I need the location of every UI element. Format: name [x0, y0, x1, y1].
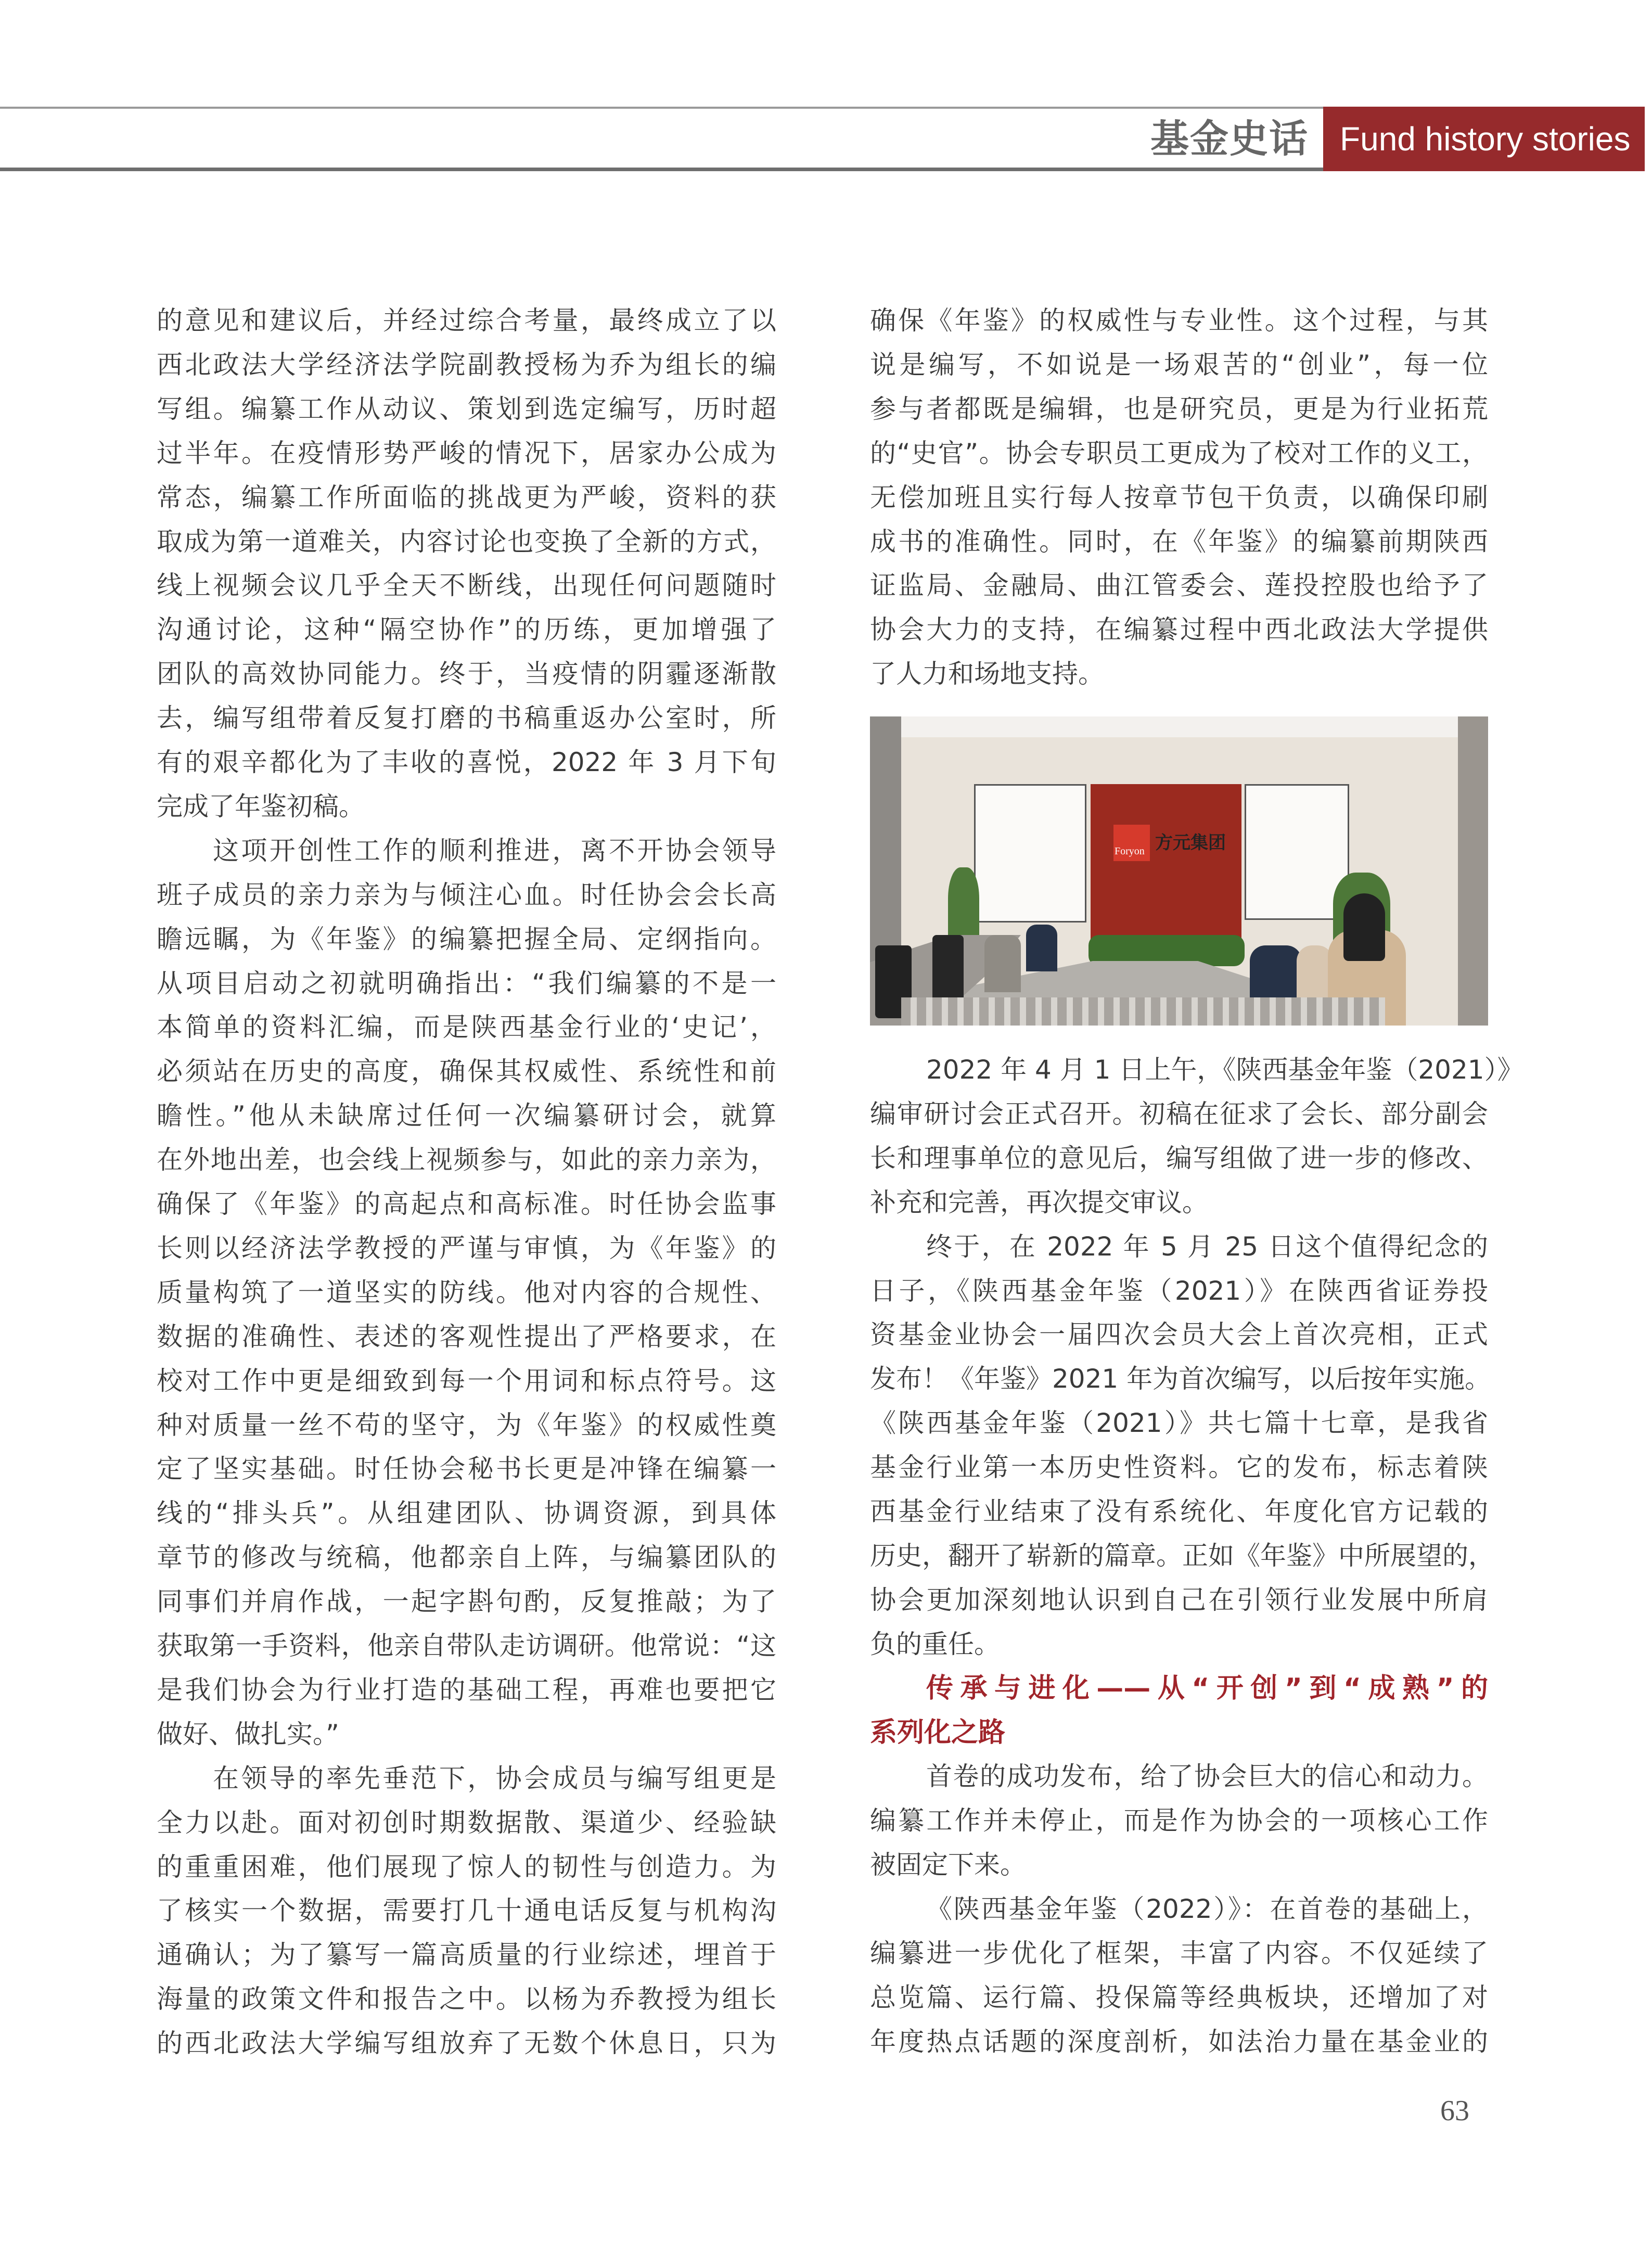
meeting-photo — [870, 716, 1488, 1026]
section-title-en: Fund history stories — [1340, 120, 1631, 158]
text-line: 过半年。在疫情形势严峻的情况下，居家办公成为 — [157, 438, 776, 468]
text-line: 线的“排头兵”。从组建团队、协调资源，到具体 — [157, 1498, 776, 1529]
text-line: 全力以赴。面对初创时期数据散、渠道少、经验缺 — [157, 1807, 776, 1838]
text-line: 成书的准确性。同时，在《年鉴》的编纂前期陕西 — [870, 526, 1488, 557]
text-line: 有的艰辛都化为了丰收的喜悦，2022 年 3 月下旬 — [157, 747, 776, 777]
text-line: 编纂工作并未停止，而是作为协会的一项核心工作 — [870, 1805, 1488, 1836]
text-line: 的西北政法大学编写组放弃了无数个休息日，只为 — [157, 2028, 776, 2059]
text-line: 是我们协会为行业打造的基础工程，再难也要把它 — [157, 1674, 776, 1705]
text-line: 瞻性。”他从未缺席过任何一次编纂研讨会，就算 — [157, 1100, 776, 1131]
text-line: 参与者都既是编辑，也是研究员，更是为行业拓荒 — [870, 393, 1488, 424]
text-line: 历史，翻开了崭新的篇章。正如《年鉴》中所展望的， — [870, 1540, 1494, 1571]
text-line: 协会大力的支持，在编纂过程中西北政法大学提供 — [870, 614, 1488, 645]
text-line: 首卷的成功发布，给了协会巨大的信心和动力。 — [926, 1761, 1488, 1792]
text-line: 这项开创性工作的顺利推进，离不开协会领导 — [213, 835, 776, 866]
page-number: 63 — [1440, 2095, 1469, 2127]
text-line: 终于，在 2022 年 5 月 25 日这个值得纪念的 — [926, 1231, 1488, 1262]
text-line: 通确认；为了纂写一篇高质量的行业综述，埋首于 — [157, 1940, 776, 1970]
text-line: 编审研讨会正式召开。初稿在征求了会长、部分副会 — [870, 1098, 1488, 1129]
photo-logo-cn: 方元集团 — [1155, 832, 1226, 853]
text-line: 确保了《年鉴》的高起点和高标准。时任协会监事 — [157, 1189, 776, 1219]
text-line: 年度热点话题的深度剖析，如法治力量在基金业的 — [870, 2026, 1488, 2057]
text-line: 在外地出差，也会线上视频参与，如此的亲力亲为， — [157, 1145, 776, 1175]
text-line: 瞻远瞩，为《年鉴》的编纂把握全局、定纲指向。 — [157, 924, 776, 954]
text-line: 线上视频会议几乎全天不断线，出现任何问题随时 — [157, 570, 776, 601]
text-line: 做好、做扎实。” — [157, 1719, 339, 1749]
text-line: 定了坚实基础。时任协会秘书长更是冲锋在编纂一 — [157, 1454, 776, 1484]
section-heading-line: 系列化之路 — [870, 1716, 1006, 1748]
text-line: 说是编写，不如说是一场艰苦的“创业”，每一位 — [870, 349, 1488, 380]
text-line: 沟通讨论，这种“隔空协作”的历练，更加增强了 — [157, 614, 776, 645]
text-line: 2022 年 4 月 1 日上午，《陕西基金年鉴（2021）》 — [926, 1055, 1523, 1085]
text-line: 章节的修改与统稿，他都亲自上阵，与编纂团队的 — [157, 1542, 776, 1573]
text-line: 日子，《陕西基金年鉴（2021）》在陕西省证券投 — [870, 1275, 1488, 1306]
text-line: 海量的政策文件和报告之中。以杨为乔教授为组长 — [157, 1984, 776, 2015]
text-line: 去，编写组带着反复打磨的书稿重返办公室时，所 — [157, 703, 776, 734]
text-line: 了人力和场地支持。 — [870, 659, 1104, 689]
text-line: 数据的准确性、表述的客观性提出了严格要求，在 — [157, 1321, 776, 1352]
text-line: 负的重任。 — [870, 1629, 1000, 1659]
section-title-cn: 基金史话 — [1150, 117, 1309, 161]
text-line: 确保《年鉴》的权威性与专业性。这个过程，与其 — [870, 305, 1488, 336]
photo-logo-en: Foryon — [1115, 845, 1145, 857]
text-line: 西基金行业结束了没有系统化、年度化官方记载的 — [870, 1496, 1488, 1527]
text-line: 协会更加深刻地认识到自己在引领行业发展中所肩 — [870, 1584, 1488, 1615]
text-line: 长和理事单位的意见后，编写组做了进一步的修改、 — [870, 1143, 1488, 1173]
text-line: 了核实一个数据，需要打几十通电话反复与机构沟 — [157, 1895, 776, 1926]
text-line: 基金行业第一本历史性资料。它的发布，标志着陕 — [870, 1452, 1488, 1483]
text-line: 补充和完善，再次提交审议。 — [870, 1187, 1208, 1218]
text-line: 《陕西基金年鉴（2021）》共七篇十七章，是我省 — [870, 1408, 1488, 1439]
text-line: 《陕西基金年鉴（2022）》：在首卷的基础上， — [926, 1894, 1488, 1925]
text-line: 长则以经济法学教授的严谨与审慎，为《年鉴》的 — [157, 1233, 776, 1263]
text-line: 写组。编纂工作从动议、策划到选定编写，历时超 — [157, 393, 776, 424]
text-line: 本简单的资料汇编，而是陕西基金行业的‘史记’， — [157, 1012, 776, 1043]
text-line: 被固定下来。 — [870, 1850, 1026, 1880]
text-line: 的重重困难，他们展现了惊人的韧性与创造力。为 — [157, 1851, 776, 1882]
text-line: 种对质量一丝不苟的坚守，为《年鉴》的权威性奠 — [157, 1410, 776, 1440]
text-line: 班子成员的亲力亲为与倾注心血。时任协会会长高 — [157, 879, 776, 910]
text-line: 在领导的率先垂范下，协会成员与编写组更是 — [213, 1763, 776, 1793]
text-line: 同事们并肩作战，一起字斟句酌，反复推敲；为了 — [157, 1586, 776, 1617]
text-line: 必须站在历史的高度，确保其权威性、系统性和前 — [157, 1056, 776, 1087]
header-rule-bottom — [0, 168, 1323, 171]
text-line: 获取第一手资料，他亲自带队走访调研。他常说：“这 — [157, 1631, 776, 1661]
text-line: 的“史官”。协会专职员工更成为了校对工作的义工， — [870, 438, 1488, 468]
text-line: 证监局、金融局、曲江管委会、莲投控股也给予了 — [870, 570, 1488, 601]
text-line: 校对工作中更是细致到每一个用词和标点符号。这 — [157, 1365, 776, 1396]
text-line: 总览篇、运行篇、投保篇等经典板块，还增加了对 — [870, 1982, 1488, 2013]
text-line: 常态，编纂工作所面临的挑战更为严峻，资料的获 — [157, 482, 776, 513]
text-line: 发布！《年鉴》2021 年为首次编写，以后按年实施。 — [870, 1364, 1491, 1394]
text-line: 西北政法大学经济法学院副教授杨为乔为组长的编 — [157, 349, 776, 380]
text-line: 质量构筑了一道坚实的防线。他对内容的合规性、 — [157, 1277, 776, 1308]
text-line: 从项目启动之初就明确指出：“我们编纂的不是一 — [157, 968, 776, 998]
text-line: 完成了年鉴初稿。 — [157, 791, 365, 822]
section-heading-line: 传承与进化——从“开创”到“成熟”的 — [926, 1672, 1488, 1704]
text-line: 资基金业协会一届四次会员大会上首次亮相，正式 — [870, 1319, 1488, 1350]
text-line: 无偿加班且实行每人按章节包干负责，以确保印刷 — [870, 482, 1488, 513]
text-line: 编纂进一步优化了框架，丰富了内容。不仅延续了 — [870, 1938, 1488, 1968]
text-line: 的意见和建议后，并经过综合考量，最终成立了以 — [157, 305, 776, 336]
text-line: 取成为第一道难关，内容讨论也变换了全新的方式， — [157, 526, 776, 557]
text-line: 团队的高效协同能力。终于，当疫情的阴霾逐渐散 — [157, 659, 776, 689]
